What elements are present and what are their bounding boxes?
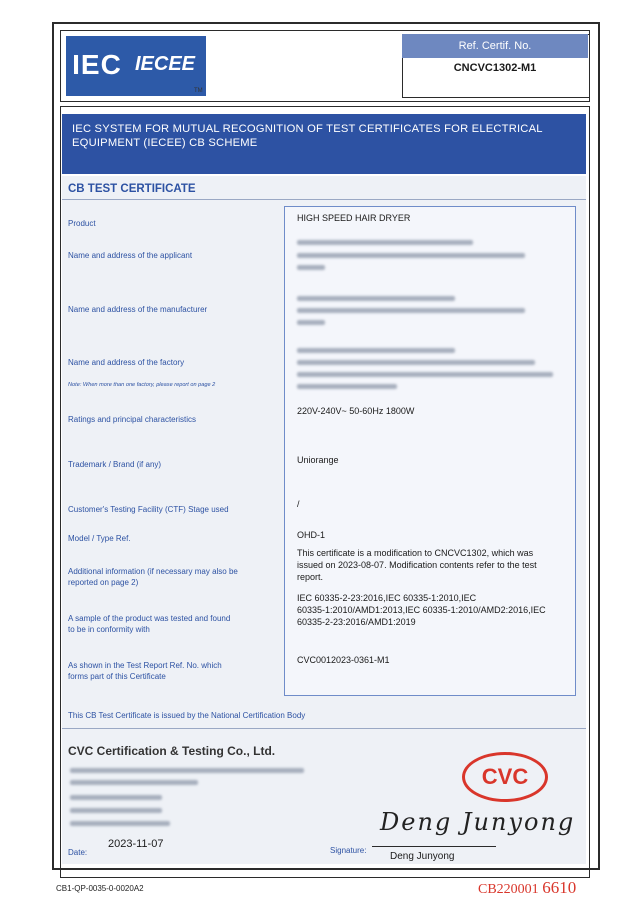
label-applicant: Name and address of the applicant bbox=[68, 251, 193, 260]
value-additional-3: report. bbox=[297, 572, 324, 582]
serial-number bbox=[478, 878, 576, 898]
redacted-contact-line bbox=[70, 808, 162, 813]
divider bbox=[62, 199, 586, 200]
factory-note: Note: When more than one factory, please report on page 2 bbox=[68, 382, 216, 388]
redacted-manufacturer-line bbox=[297, 296, 455, 301]
ref-label: Ref. Certif. No. bbox=[402, 34, 588, 58]
iec-logo: IEC bbox=[68, 40, 126, 90]
date-label: Date: bbox=[68, 848, 88, 857]
label-sample-2: to be in conformity with bbox=[68, 625, 150, 634]
value-standards-2: 60335-1:2010/AMD1:2013,IEC 60335-1:2010/AMD2:2016,IEC bbox=[297, 605, 546, 615]
value-additional-2: issued on 2023-08-07. Modification contents refer to the test bbox=[297, 560, 537, 570]
label-factory: Name and address of the factory bbox=[68, 358, 185, 367]
serial-suffix: 6610 bbox=[542, 878, 577, 897]
redacted-applicant-line bbox=[297, 265, 325, 270]
label-manufacturer: Name and address of the manufacturer bbox=[68, 305, 208, 314]
value-model: OHD-1 bbox=[297, 530, 326, 540]
cvc-logo: CVC bbox=[462, 752, 548, 802]
signature-line bbox=[372, 846, 496, 847]
redacted-manufacturer-line bbox=[297, 320, 325, 325]
value-report-no: CVC0012023-0361-M1 bbox=[297, 655, 390, 665]
label-report-2: forms part of this Certificate bbox=[68, 672, 166, 681]
signature-label: Signature: bbox=[330, 846, 367, 855]
redacted-factory-line bbox=[297, 360, 535, 365]
redacted-factory-line bbox=[297, 348, 455, 353]
value-standards-1: IEC 60335-2-23:2016,IEC 60335-1:2010,IEC bbox=[297, 593, 477, 603]
redacted-contact-line bbox=[70, 821, 170, 826]
certification-body-name: CVC Certification & Testing Co., Ltd. bbox=[68, 744, 276, 758]
redacted-factory-line bbox=[297, 384, 397, 389]
issued-by: This CB Test Certificate is issued by the National Certification Body bbox=[68, 711, 306, 720]
value-ratings: 220V-240V~ 50-60Hz 1800W bbox=[297, 406, 415, 416]
document-number: CB1-QP-0035-0-0020A2 bbox=[56, 884, 144, 893]
system-title: IEC SYSTEM FOR MUTUAL RECOGNITION OF TEST CERTIFICATES FOR ELECTRICAL EQUIPMENT (IECEE) CB SCHEME bbox=[62, 114, 586, 174]
redacted-applicant-line bbox=[297, 240, 473, 245]
handwritten-signature: Deng Junyong bbox=[380, 808, 576, 836]
signatory-name: Deng Junyong bbox=[390, 851, 455, 862]
redacted-address-line bbox=[70, 780, 198, 785]
redacted-factory-line bbox=[297, 372, 553, 377]
redacted-manufacturer-line bbox=[297, 308, 525, 313]
value-additional-1: This certificate is a modification to CNCVC1302, which was bbox=[297, 548, 534, 558]
serial-prefix: CB220001 bbox=[478, 882, 539, 897]
label-product: Product bbox=[68, 219, 96, 228]
label-report-1: As shown in the Test Report Ref. No. which bbox=[68, 661, 222, 670]
value-trademark: Uniorange bbox=[297, 455, 339, 465]
label-additional-2: reported on page 2) bbox=[68, 578, 139, 587]
date-value: 2023-11-07 bbox=[108, 838, 164, 850]
label-trademark: Trademark / Brand (if any) bbox=[68, 460, 162, 469]
label-ratings: Ratings and principal characteristics bbox=[68, 415, 197, 424]
iecee-logo: IECEE bbox=[130, 38, 200, 90]
label-ctf: Customer's Testing Facility (CTF) Stage used bbox=[68, 505, 229, 514]
trademark-symbol: TM bbox=[194, 88, 203, 94]
label-model: Model / Type Ref. bbox=[68, 534, 131, 543]
redacted-address-line bbox=[70, 768, 304, 773]
redacted-applicant-line bbox=[297, 253, 525, 258]
cert-title: CB TEST CERTIFICATE bbox=[68, 183, 196, 195]
label-additional-1: Additional information (if necessary may also be bbox=[68, 567, 238, 576]
value-product: HIGH SPEED HAIR DRYER bbox=[297, 213, 411, 223]
value-standards-3: 60335-2-23:2016/AMD1:2019 bbox=[297, 617, 416, 627]
label-sample-1: A sample of the product was tested and found bbox=[68, 614, 231, 623]
redacted-contact-line bbox=[70, 795, 162, 800]
value-ctf: / bbox=[297, 499, 300, 509]
divider bbox=[62, 728, 586, 729]
ref-value: CNCVC1302-M1 bbox=[453, 62, 537, 74]
